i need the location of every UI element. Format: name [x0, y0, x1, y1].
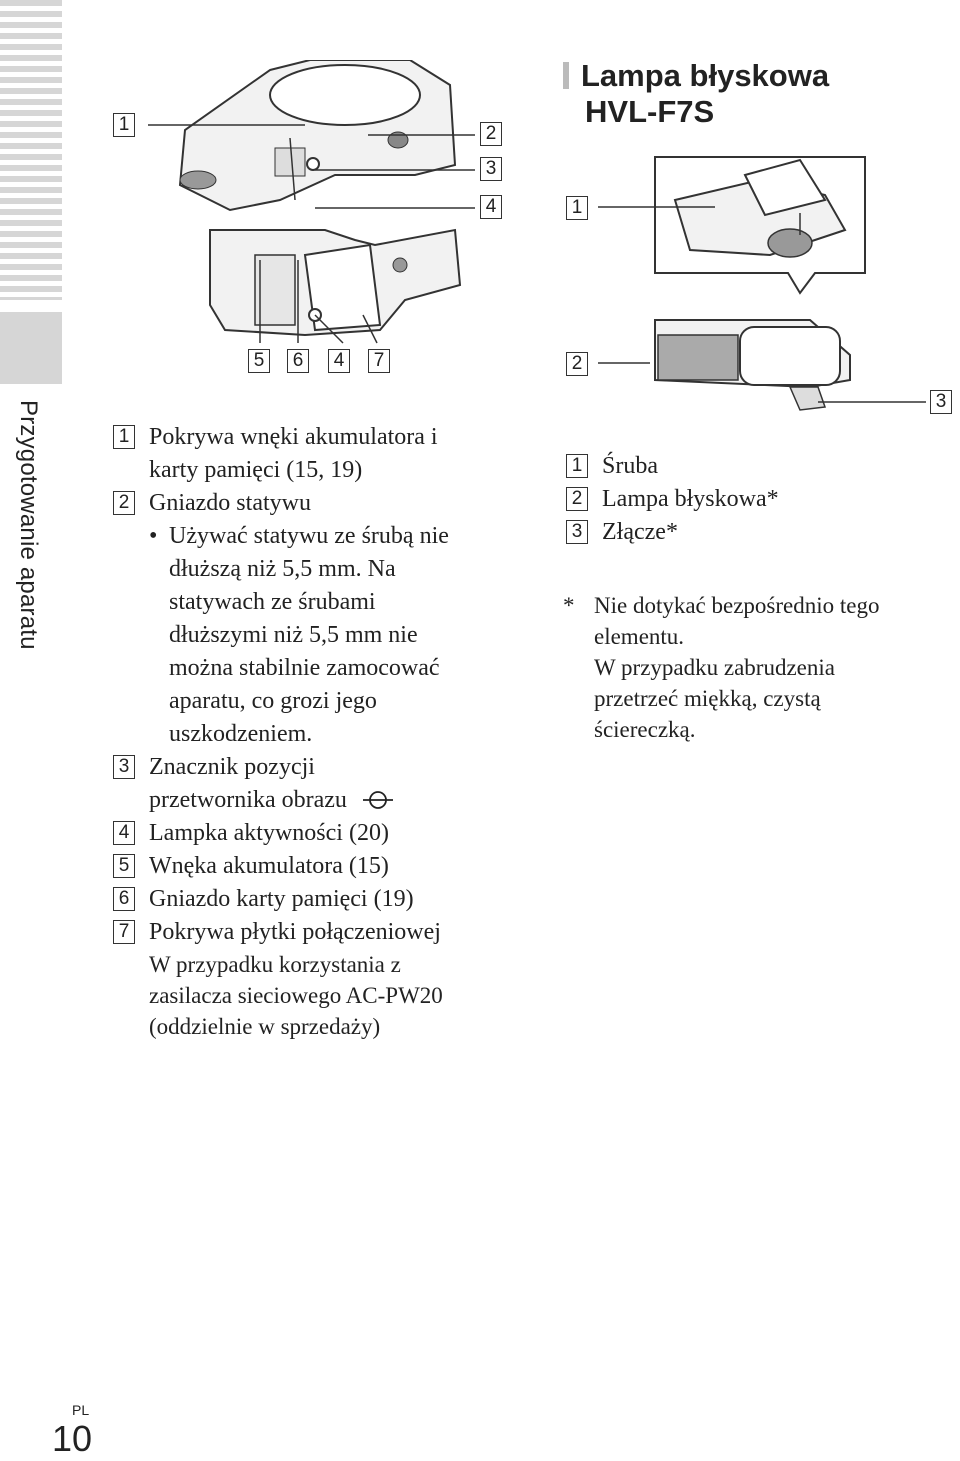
callout-4: 4	[480, 195, 502, 219]
item-number: 6	[113, 887, 135, 911]
item-number: 1	[113, 425, 135, 449]
list-item: 2 Lampa błyskowa*	[566, 483, 946, 516]
heading-marker	[563, 62, 569, 89]
decorative-stripes	[0, 0, 62, 300]
flash-footnote: * Nie dotykać bezpośrednio tego elementu. W przypadku zabrudzenia przetrzeć miękką, czystą ściereczką.	[563, 590, 880, 745]
list-item: 5 Wnęka akumulatora (15)	[113, 850, 533, 883]
callout-leader-lines	[140, 110, 480, 220]
bullet: •	[149, 523, 158, 549]
list-item: 4 Lampka aktywności (20)	[113, 817, 533, 850]
side-section-tab	[14, 400, 62, 700]
callout-4b: 4	[328, 349, 350, 373]
list-item: 3 Złącze*	[566, 516, 946, 549]
list-item: 1 Śruba	[566, 450, 946, 483]
callout-1: 1	[113, 113, 135, 137]
flash-callout-lines	[590, 195, 930, 420]
callout-2: 2	[480, 122, 502, 146]
item-number: 2	[113, 491, 135, 515]
item-number: 1	[566, 454, 588, 478]
flash-callout-1: 1	[566, 196, 588, 220]
list-item: 6 Gniazdo karty pamięci (19)	[113, 883, 533, 916]
callout-7: 7	[368, 349, 390, 373]
flash-callout-3: 3	[930, 390, 952, 414]
list-item: 2 Gniazdo statywu • Używać statywu ze śrubą nie dłuższą niż 5,5 mm. Na statywach ze śrubami dłuższymi niż 5,5 mm nie można stabilnie zamocować aparatu, co grozi jego uszkodzeniem.	[113, 487, 533, 751]
list-item: 1 Pokrywa wnęki akumulatora i karty pamięci (15, 19)	[113, 421, 533, 487]
item-number: 5	[113, 854, 135, 878]
flash-section-heading: Lampa błyskowa HVL-F7S	[563, 58, 829, 130]
flash-callout-2: 2	[566, 352, 588, 376]
item-number: 4	[113, 821, 135, 845]
footnote-mark: *	[563, 593, 575, 618]
flash-parts-list	[566, 450, 946, 549]
item-number: 7	[113, 920, 135, 944]
camera-battery-open-illustration	[205, 225, 465, 345]
side-tab-title: Przygotowanie aparatu	[15, 400, 42, 650]
page-number: 10	[52, 1418, 93, 1459]
list-item: 3 Znacznik pozycji przetwornika obrazu	[113, 751, 533, 817]
tripod-note: • Używać statywu ze śrubą nie dłuższą niż 5,5 mm. Na statywach ze śrubami dłuższymi niż 5,5 mm nie można stabilnie zamocować aparatu, co grozi jego uszkodzeniem.	[149, 520, 533, 751]
item-number: 3	[113, 755, 135, 779]
camera-parts-list	[113, 421, 533, 1042]
page-language: PL	[72, 1402, 90, 1418]
callout-5: 5	[248, 349, 270, 373]
callout-3: 3	[480, 157, 502, 181]
section-marker-block	[0, 312, 62, 384]
image-sensor-mark-icon	[361, 789, 395, 811]
list-item: 7 Pokrywa płytki połączeniowej W przypadku korzystania z zasilacza sieciowego AC-PW20 (oddzielnie w sprzedaży)	[113, 916, 533, 1042]
item-number: 3	[566, 520, 588, 544]
item-number: 2	[566, 487, 588, 511]
callout-6: 6	[287, 349, 309, 373]
